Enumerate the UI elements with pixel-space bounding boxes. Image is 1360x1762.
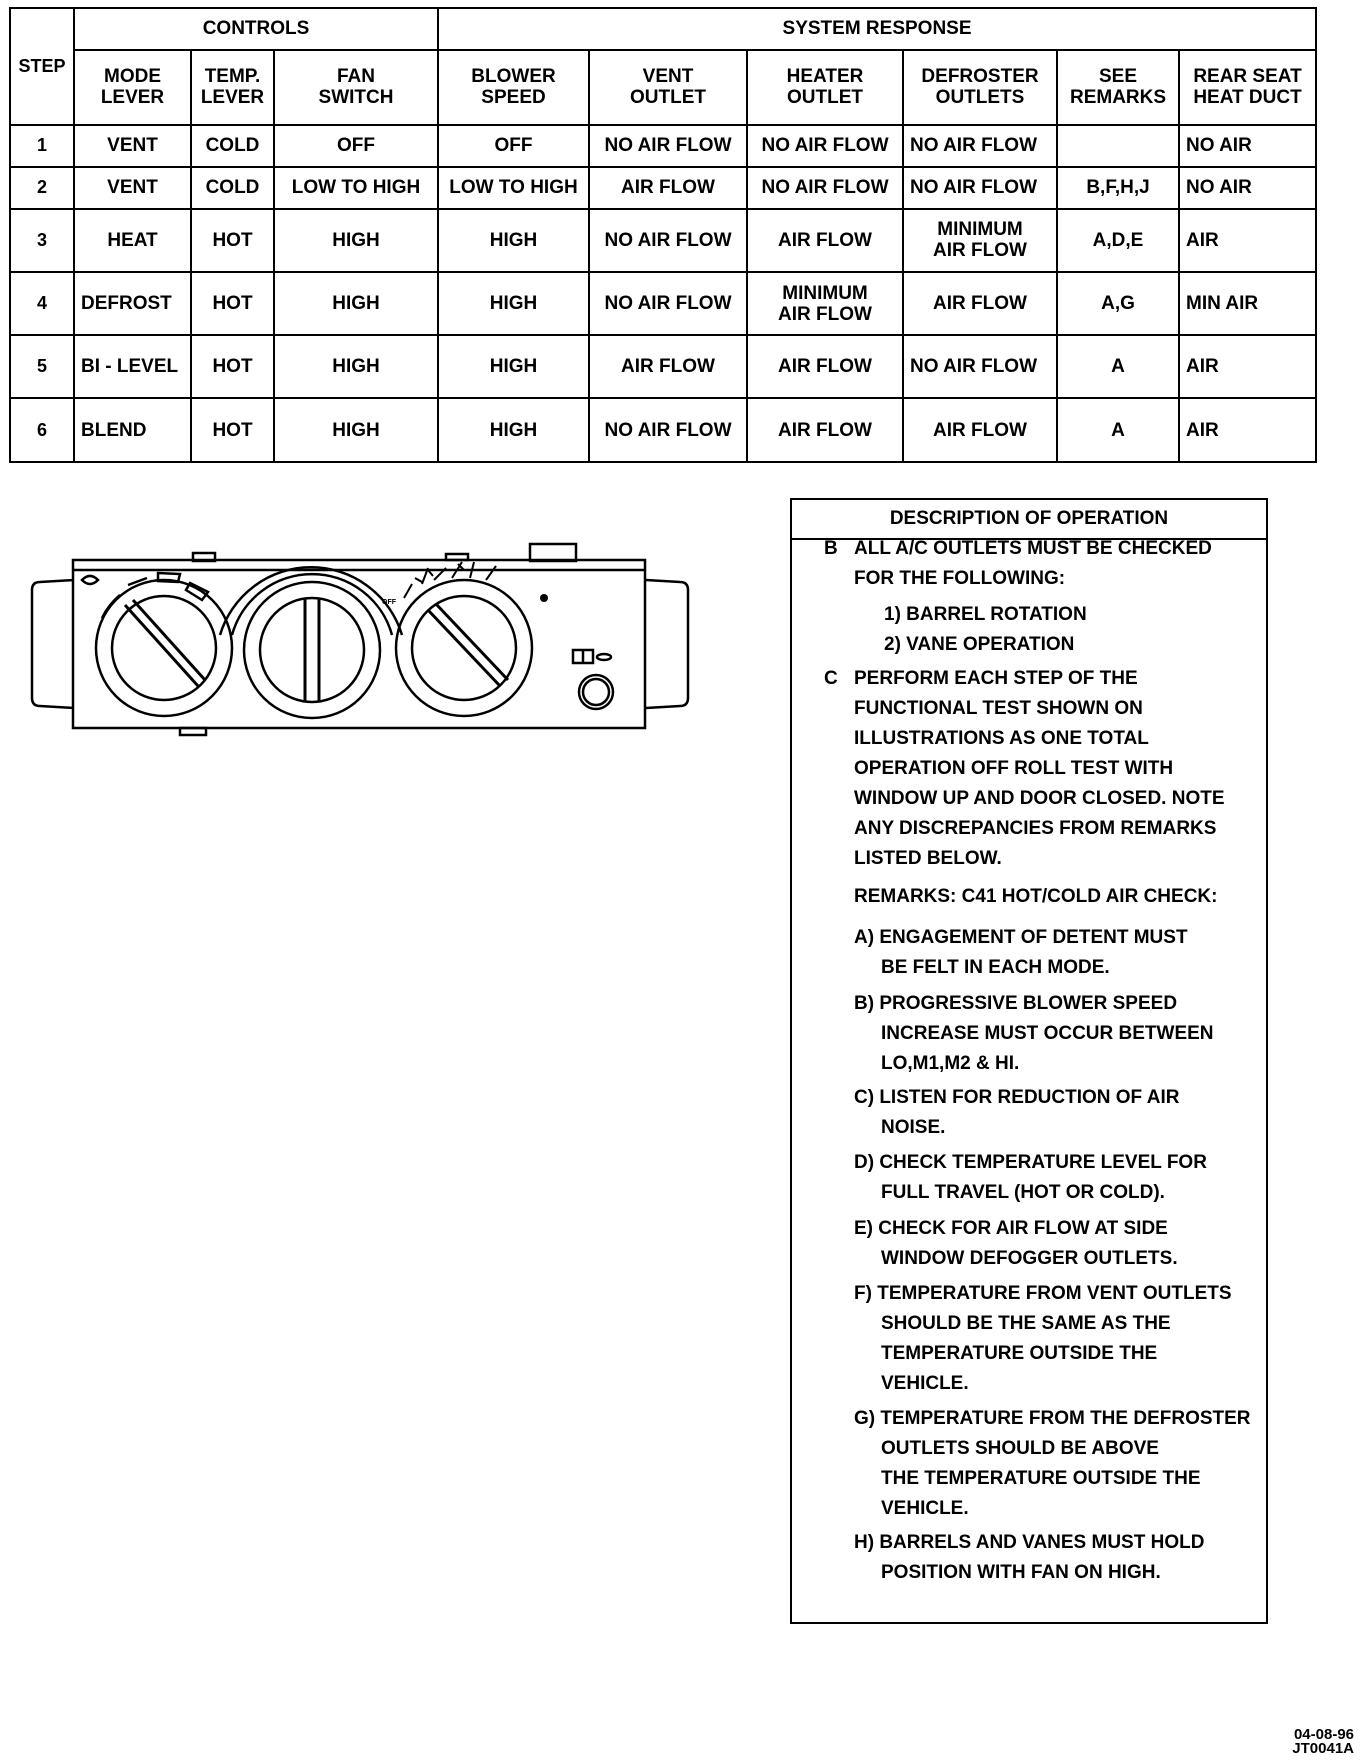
- cell-step: 3: [10, 209, 74, 273]
- remark-line: NOISE.: [881, 1117, 946, 1138]
- column-header: [1057, 50, 1179, 125]
- remark-line: TEMPERATURE OUTSIDE THE: [881, 1343, 1158, 1364]
- description-title: DESCRIPTION OF OPERATION: [792, 500, 1266, 540]
- column-header-line: REAR SEAT: [1193, 66, 1302, 88]
- table-row: [10, 167, 1316, 209]
- remark-line: POSITION WITH FAN ON HIGH.: [881, 1562, 1161, 1583]
- cell-vent: NO AIR FLOW: [589, 272, 747, 335]
- cell-line: AIR FLOW: [778, 229, 872, 251]
- cell-line: AIR FLOW: [933, 419, 1027, 441]
- table-row: [10, 398, 1316, 462]
- cell-vent: NO AIR FLOW: [589, 209, 747, 273]
- remark-line: E) CHECK FOR AIR FLOW AT SIDE: [854, 1218, 1168, 1239]
- section-c-line: OPERATION OFF ROLL TEST WITH: [854, 758, 1174, 779]
- cell-temp: HOT: [191, 398, 274, 462]
- section-c-line: WINDOW UP AND DOOR CLOSED. NOTE: [854, 788, 1225, 809]
- column-header-line: OUTLET: [787, 87, 864, 109]
- cell-blower: HIGH: [438, 272, 589, 335]
- cell-vent: AIR FLOW: [589, 167, 747, 209]
- table-row: [10, 209, 1316, 273]
- cell-defrost: [903, 398, 1057, 462]
- cell-heater: [747, 272, 903, 335]
- section-b-line: FOR THE FOLLOWING:: [854, 568, 1066, 589]
- remark-line: THE TEMPERATURE OUTSIDE THE: [881, 1468, 1201, 1489]
- cell-line: NO AIR FLOW: [910, 356, 1038, 378]
- cell-remarks: [1057, 125, 1179, 167]
- cell-mode: VENT: [74, 125, 191, 167]
- column-header-line: LEVER: [200, 87, 265, 109]
- stamp-code: JT0041A: [1292, 1740, 1354, 1757]
- remark-line: B) PROGRESSIVE BLOWER SPEED: [854, 993, 1178, 1014]
- column-header-line: BLOWER: [471, 66, 556, 88]
- section-c-line: ANY DISCREPANCIES FROM REMARKS: [854, 818, 1217, 839]
- remark-line: C) LISTEN FOR REDUCTION OF AIR: [854, 1087, 1180, 1108]
- cell-temp: HOT: [191, 335, 274, 398]
- checklist-item: 1) BARREL ROTATION: [884, 604, 1087, 625]
- cell-line: AIR FLOW: [933, 293, 1027, 315]
- fan-icon: [82, 576, 98, 584]
- remark-line: F) TEMPERATURE FROM VENT OUTLETS: [854, 1283, 1232, 1304]
- column-header: [274, 50, 438, 125]
- table-row: [10, 335, 1316, 398]
- column-header-line: MODE: [104, 66, 161, 88]
- temperature-knob-ring: [244, 582, 380, 718]
- cell-rear: AIR: [1179, 335, 1316, 398]
- cell-line: AIR FLOW: [778, 419, 872, 441]
- cell-vent: NO AIR FLOW: [589, 398, 747, 462]
- column-header-line: HEATER: [786, 66, 864, 88]
- document-stamp: [1292, 1728, 1354, 1756]
- cell-line: NO AIR FLOW: [910, 135, 1038, 157]
- cell-defrost: [903, 209, 1057, 273]
- section-letter: C: [824, 668, 838, 689]
- checklist-item: 2) VANE OPERATION: [884, 634, 1075, 655]
- cell-heater: [747, 398, 903, 462]
- hvac-control-panel-illustration: [30, 540, 690, 750]
- table-row: [10, 125, 1316, 167]
- cell-rear: NO AIR: [1179, 125, 1316, 167]
- remark-line: LO,M1,M2 & HI.: [881, 1053, 1020, 1074]
- cell-line: NO AIR FLOW: [910, 177, 1038, 199]
- cell-defrost: [903, 335, 1057, 398]
- cell-step: 1: [10, 125, 74, 167]
- cell-mode: HEAT: [74, 209, 191, 273]
- cell-vent: AIR FLOW: [589, 335, 747, 398]
- column-header: [191, 50, 274, 125]
- section-c-line: ILLUSTRATIONS AS ONE TOTAL: [854, 728, 1149, 749]
- column-header-line: SWITCH: [318, 87, 394, 109]
- cell-blower: HIGH: [438, 209, 589, 273]
- column-header: [1179, 50, 1316, 125]
- column-header-line: TEMP.: [204, 66, 261, 88]
- functional-test-table: [9, 7, 1317, 463]
- cell-mode: VENT: [74, 167, 191, 209]
- column-header-line: OUTLETS: [935, 87, 1025, 109]
- column-header-line: REMARKS: [1069, 87, 1167, 109]
- cell-fan: LOW TO HIGH: [274, 167, 438, 209]
- column-header: [589, 50, 747, 125]
- cell-rear: AIR: [1179, 398, 1316, 462]
- ac-indicator: [597, 654, 611, 660]
- cell-remarks: A: [1057, 398, 1179, 462]
- cell-rear: AIR: [1179, 209, 1316, 273]
- system-response-header: SYSTEM RESPONSE: [438, 8, 1316, 50]
- column-header: [438, 50, 589, 125]
- remark-line: SHOULD BE THE SAME AS THE: [881, 1313, 1171, 1334]
- cell-step: 5: [10, 335, 74, 398]
- cell-step: 2: [10, 167, 74, 209]
- column-header-line: DEFROSTER: [921, 66, 1039, 88]
- cell-rear: NO AIR: [1179, 167, 1316, 209]
- section-c-line: FUNCTIONAL TEST SHOWN ON: [854, 698, 1143, 719]
- remark-line: OUTLETS SHOULD BE ABOVE: [881, 1438, 1159, 1459]
- remark-line: H) BARRELS AND VANES MUST HOLD: [854, 1532, 1205, 1553]
- cell-line: AIR FLOW: [778, 356, 872, 378]
- cell-fan: HIGH: [274, 335, 438, 398]
- remark-line: A) ENGAGEMENT OF DETENT MUST: [854, 927, 1188, 948]
- cell-mode: BLEND: [74, 398, 191, 462]
- remark-line: BE FELT IN EACH MODE.: [881, 957, 1110, 978]
- cell-temp: HOT: [191, 272, 274, 335]
- right-bracket: [646, 580, 688, 708]
- cell-blower: HIGH: [438, 398, 589, 462]
- column-header: [74, 50, 191, 125]
- cell-blower: HIGH: [438, 335, 589, 398]
- cell-line: MINIMUM: [937, 219, 1023, 241]
- cell-fan: OFF: [274, 125, 438, 167]
- remark-line: FULL TRAVEL (HOT OR COLD).: [881, 1182, 1165, 1203]
- table-row: [10, 272, 1316, 335]
- cell-defrost: [903, 272, 1057, 335]
- cell-line: AIR FLOW: [778, 303, 872, 325]
- cell-line: MINIMUM: [782, 282, 868, 304]
- remark-line: D) CHECK TEMPERATURE LEVEL FOR: [854, 1152, 1207, 1173]
- column-header-line: LEVER: [100, 87, 165, 109]
- remark-line: VEHICLE.: [881, 1498, 969, 1519]
- cell-step: 4: [10, 272, 74, 335]
- cell-blower: LOW TO HIGH: [438, 167, 589, 209]
- cell-defrost: [903, 125, 1057, 167]
- cell-remarks: A,G: [1057, 272, 1179, 335]
- cell-fan: HIGH: [274, 398, 438, 462]
- description-of-operation-box: [790, 498, 1268, 1624]
- column-header-line: OUTLET: [630, 87, 707, 109]
- left-bracket: [32, 580, 74, 708]
- remark-line: INCREASE MUST OCCUR BETWEEN: [881, 1023, 1214, 1044]
- remark-line: VEHICLE.: [881, 1373, 969, 1394]
- cell-heater: NO AIR FLOW: [747, 125, 903, 167]
- cell-temp: HOT: [191, 209, 274, 273]
- cell-heater: [747, 335, 903, 398]
- column-header-line: HEAT DUCT: [1193, 87, 1302, 109]
- column-header-line: VENT: [642, 66, 694, 88]
- step-header: STEP: [10, 8, 74, 125]
- cell-heater: [747, 209, 903, 273]
- section-c-line: PERFORM EACH STEP OF THE: [854, 668, 1138, 689]
- cell-defrost: [903, 167, 1057, 209]
- cell-fan: HIGH: [274, 209, 438, 273]
- remark-line: G) TEMPERATURE FROM THE DEFROSTER: [854, 1408, 1251, 1429]
- column-header-line: SEE: [1099, 66, 1138, 88]
- section-c-line: LISTED BELOW.: [854, 848, 1002, 869]
- cell-remarks: A: [1057, 335, 1179, 398]
- controls-header: CONTROLS: [74, 8, 438, 50]
- section-b-line: ALL A/C OUTLETS MUST BE CHECKED: [854, 538, 1212, 559]
- cell-step: 6: [10, 398, 74, 462]
- cell-fan: HIGH: [274, 272, 438, 335]
- stamp-date: 04-08-96: [1293, 1726, 1354, 1743]
- cell-temp: COLD: [191, 167, 274, 209]
- remark-line: WINDOW DEFOGGER OUTLETS.: [881, 1248, 1178, 1269]
- cell-vent: NO AIR FLOW: [589, 125, 747, 167]
- column-header-line: FAN: [337, 66, 375, 88]
- cell-temp: COLD: [191, 125, 274, 167]
- off-label: OFF: [382, 599, 396, 606]
- column-header: [903, 50, 1057, 125]
- cell-mode: DEFROST: [74, 272, 191, 335]
- column-header: [747, 50, 903, 125]
- remarks-heading: REMARKS: C41 HOT/COLD AIR CHECK:: [854, 886, 1218, 907]
- cell-mode: BI - LEVEL: [74, 335, 191, 398]
- column-header-line: SPEED: [481, 87, 546, 109]
- cell-blower: OFF: [438, 125, 589, 167]
- cell-remarks: B,F,H,J: [1057, 167, 1179, 209]
- cell-remarks: A,D,E: [1057, 209, 1179, 273]
- cell-heater: NO AIR FLOW: [747, 167, 903, 209]
- cell-rear: MIN AIR: [1179, 272, 1316, 335]
- section-letter: B: [824, 538, 838, 559]
- cell-line: AIR FLOW: [933, 240, 1027, 262]
